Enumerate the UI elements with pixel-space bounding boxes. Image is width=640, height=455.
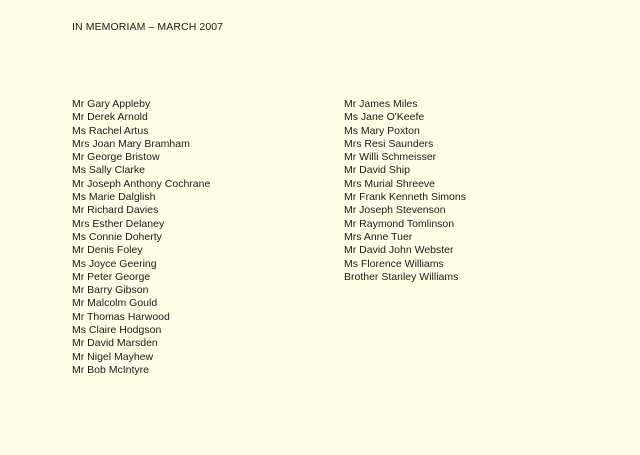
- name-entry: Ms Rachel Artus: [72, 124, 149, 137]
- name-entry: Mr Richard Davies: [72, 204, 159, 217]
- name-entry: Ms Florence Williams: [344, 257, 444, 270]
- name-entry: Mr Bob McIntyre: [72, 363, 150, 376]
- name-entry: Mr James Miles: [344, 98, 418, 110]
- name-entry: Ms Joyce Geering: [72, 257, 157, 270]
- name-entry: Mr Raymond Tomlinson: [344, 217, 455, 230]
- name-entry: Mrs Joan Mary Bramham: [72, 137, 190, 150]
- name-entry: Ms Claire Hodgson: [72, 324, 162, 337]
- name-entry: Mr George Bristow: [72, 151, 160, 164]
- name-entry: Mr David Ship: [344, 164, 410, 177]
- name-entry: Mr Barry Gibson: [72, 284, 149, 297]
- name-entry: Mr Denis Foley: [72, 244, 143, 257]
- name-entry: Mr Joseph Stevenson: [344, 204, 446, 217]
- name-entry: Ms Mary Poxton: [344, 124, 420, 137]
- name-entry: Ms Jane O'Keefe: [344, 111, 425, 124]
- name-entry: Ms Sally Clarke: [72, 164, 145, 177]
- name-entry: Mrs Anne Tuer: [344, 230, 413, 243]
- name-entry: Mr David Marsden: [72, 337, 158, 350]
- name-entry: Mr Nigel Mayhew: [72, 350, 154, 363]
- name-entry: Mr Malcolm Gould: [72, 297, 158, 310]
- names-column-left: [72, 98, 210, 377]
- name-entry: Mr Derek Arnold: [72, 111, 148, 124]
- name-entry: Mr Joseph Anthony Cochrane: [72, 177, 211, 190]
- name-entry: Ms Connie Doherty: [72, 230, 162, 243]
- name-entry: Brother Stanley Williams: [344, 270, 459, 283]
- name-entry: Mrs Murial Shreeve: [344, 177, 436, 190]
- name-entry: Mr Thomas Harwood: [72, 310, 170, 323]
- name-entry: Mr Willi Schmeisser: [344, 151, 437, 164]
- name-entry: Mrs Resi Saunders: [344, 137, 434, 150]
- page-title: IN MEMORIAM – MARCH 2007: [72, 21, 224, 33]
- name-entry: Ms Marie Dalglish: [72, 191, 156, 204]
- names-column-right: [344, 98, 466, 284]
- name-entry: Mrs Esther Delaney: [72, 217, 165, 230]
- name-entry: Mr Peter George: [72, 270, 151, 283]
- name-entry: Mr David John Webster: [344, 244, 454, 257]
- name-entry: Mr Frank Kenneth Simons: [344, 191, 466, 204]
- name-entry: Mr Gary Appleby: [72, 98, 151, 110]
